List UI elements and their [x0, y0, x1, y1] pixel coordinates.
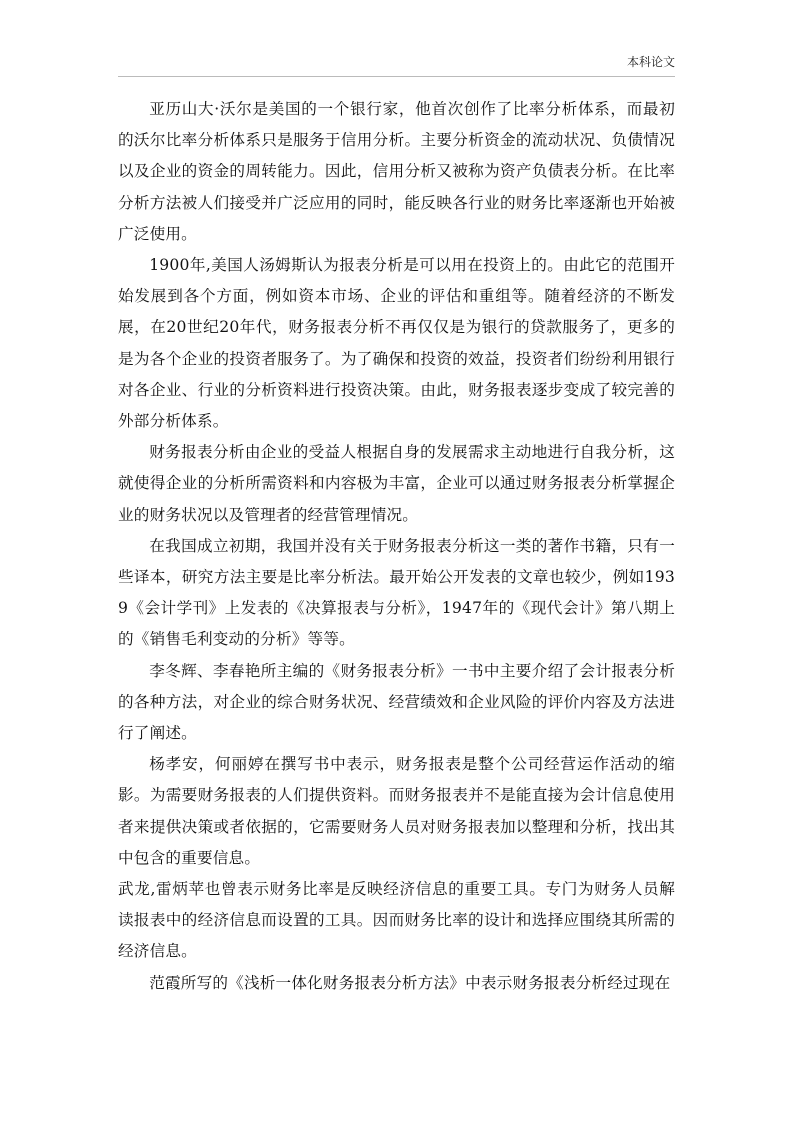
paragraph-wu-long: 武龙,雷炳苹也曾表示财务比率是反映经济信息的重要工具。专门为财务人员解读报表中的经济信息而设置的工具。因而财务比率的设计和选择应围绕其所需的经济信息。: [118, 880, 675, 961]
paragraph-li-donghui: 李冬辉、李春艳所主编的《财务报表分析》一书中主要介绍了会计报表分析的各种方法，对企业的综合财务状况、经营绩效和企业风险的评价内容及方法进行了阐述。: [118, 661, 675, 743]
paragraph-fan-xia: 范霞所写的《浅析一体化财务报表分析方法》中表示财务报表分析经过现在: [149, 973, 671, 992]
body-text: [118, 94, 675, 999]
paragraph-yang-xiaoan: 杨孝安，何丽婷在撰写书中表示，财务报表是整个公司经营运作活动的缩影。为需要财务报表的人们提供资料。而财务报表并不是能直接为会计信息使用者来提供决策或者依据的，它需要财务人员对财务报表加以整理和分析，找出其中包含的重要信息。: [118, 755, 675, 867]
paragraph-thomas-1900: 1900年,美国人汤姆斯认为报表分析是可以用在投资上的。由此它的范围开始发展到各个方面，例如资本市场、企业的评估和重组等。随着经济的不断发展，在20世纪20年代，财务报表分析不再仅仅是为银行的贷款服务了，更多的是为各个企业的投资者服务了。为了确保和投资的效益，投资者们纷纷利用银行对各企业、行业的分析资料进行投资决策。由此，财务报表逐步变成了较完善的外部分析体系。: [118, 256, 675, 431]
paragraph-wall-ratio-history: 亚历山大·沃尔是美国的一个银行家，他首次创作了比率分析体系，而最初的沃尔比率分析体系只是服务于信用分析。主要分析资金的流动状况、负债情况以及企业的资金的周转能力。因此，信用分析又被称为资产负债表分析。在比率分析方法被人们接受并广泛应用的同时，能反映各行业的财务比率逐渐也开始被广泛使用。: [118, 100, 675, 243]
running-header: 本科论文: [626, 55, 675, 69]
paragraph-stakeholder-analysis: 财务报表分析由企业的受益人根据自身的发展需求主动地进行自我分析，这就使得企业的分析所需资料和内容极为丰富，企业可以通过财务报表分析掌握企业的财务状况以及管理者的经营管理情况。: [118, 443, 675, 524]
paragraph-china-early-research: 在我国成立初期，我国并没有关于财务报表分析这一类的著作书籍，只有一些译本，研究方法主要是比率分析法。最开始公开发表的文章也较少，例如1939《会计学刊》上发表的《决算报表与分析》，1947年的《现代会计》第八期上的《销售毛利变动的分析》等等。: [118, 536, 675, 649]
header-divider: [118, 76, 675, 77]
